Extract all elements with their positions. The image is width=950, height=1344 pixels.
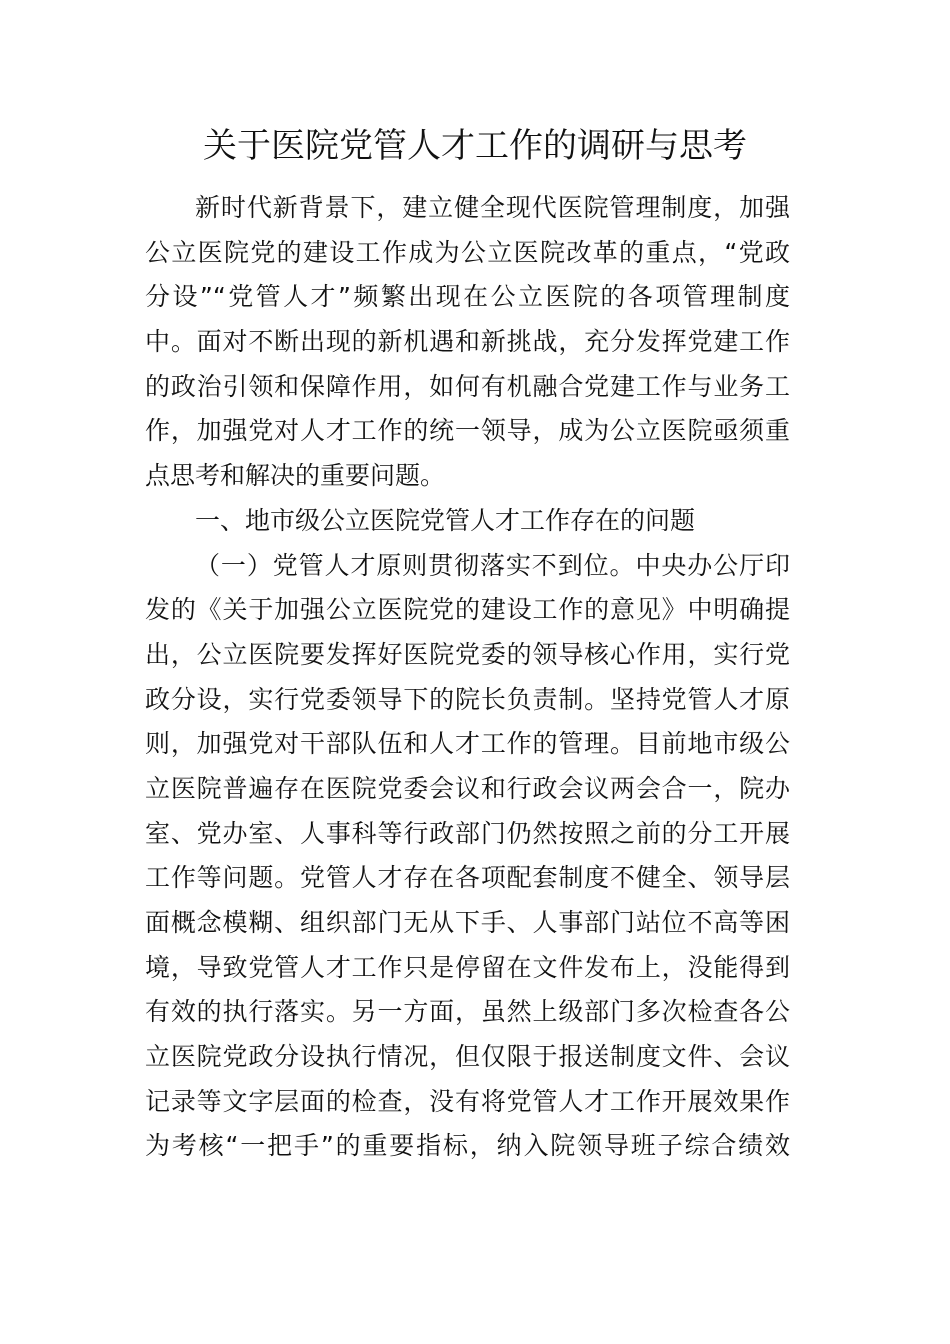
paragraph-line: 记录等文字层面的检查，没有将党管人才工作开展效果作 <box>145 1086 790 1116</box>
paragraph-line: 作，加强党对人才工作的统一领导，成为公立医院亟须重 <box>145 416 790 446</box>
paragraph-line: （一）党管人才原则贯彻落实不到位。中央办公厅印 <box>195 550 790 580</box>
paragraph-line: 中。面对不断出现的新机遇和新挑战，充分发挥党建工作 <box>145 327 790 357</box>
paragraph-line: 境，导致党管人才工作只是停留在文件发布上，没能得到 <box>145 952 790 982</box>
paragraph-line: 发的《关于加强公立医院党的建设工作的意见》中明确提 <box>145 595 790 625</box>
paragraph-line: 工作等问题。党管人才存在各项配套制度不健全、领导层 <box>145 863 790 893</box>
paragraph-line: 则，加强党对干部队伍和人才工作的管理。目前地市级公 <box>145 729 790 759</box>
paragraph-line: 立医院党政分设执行情况，但仅限于报送制度文件、会议 <box>145 1042 790 1072</box>
paragraph-line: 新时代新背景下，建立健全现代医院管理制度，加强 <box>195 193 790 222</box>
paragraph-line: 为考核“一把手”的重要指标，纳入院领导班子综合绩效 <box>145 1131 790 1161</box>
paragraph-line: 面概念模糊、组织部门无从下手、人事部门站位不高等困 <box>145 908 790 937</box>
document-title: 关于医院党管人才工作的调研与思考 <box>203 126 747 166</box>
document-body <box>145 186 790 1169</box>
section-heading: 一、地市级公立医院党管人才工作存在的问题 <box>195 505 696 535</box>
paragraph-line: 出，公立医院要发挥好医院党委的领导核心作用，实行党 <box>145 639 790 669</box>
paragraph-line: 分设”“党管人才”频繁出现在公立医院的各项管理制度 <box>145 282 790 312</box>
paragraph-line: 点思考和解决的重要问题。 <box>145 461 446 491</box>
paragraph-line: 室、党办室、人事科等行政部门仍然按照之前的分工开展 <box>145 818 790 848</box>
paragraph-line: 政分设，实行党委领导下的院长负责制。坚持党管人才原 <box>145 684 790 714</box>
paragraph-line: 有效的执行落实。另一方面，虽然上级部门多次检查各公 <box>145 997 790 1027</box>
paragraph-line: 立医院普遍存在医院党委会议和行政会议两会合一，院办 <box>145 773 790 803</box>
paragraph-line: 公立医院党的建设工作成为公立医院改革的重点，“党政 <box>145 237 790 267</box>
paragraph-line: 的政治引领和保障作用，如何有机融合党建工作与业务工 <box>145 371 790 401</box>
